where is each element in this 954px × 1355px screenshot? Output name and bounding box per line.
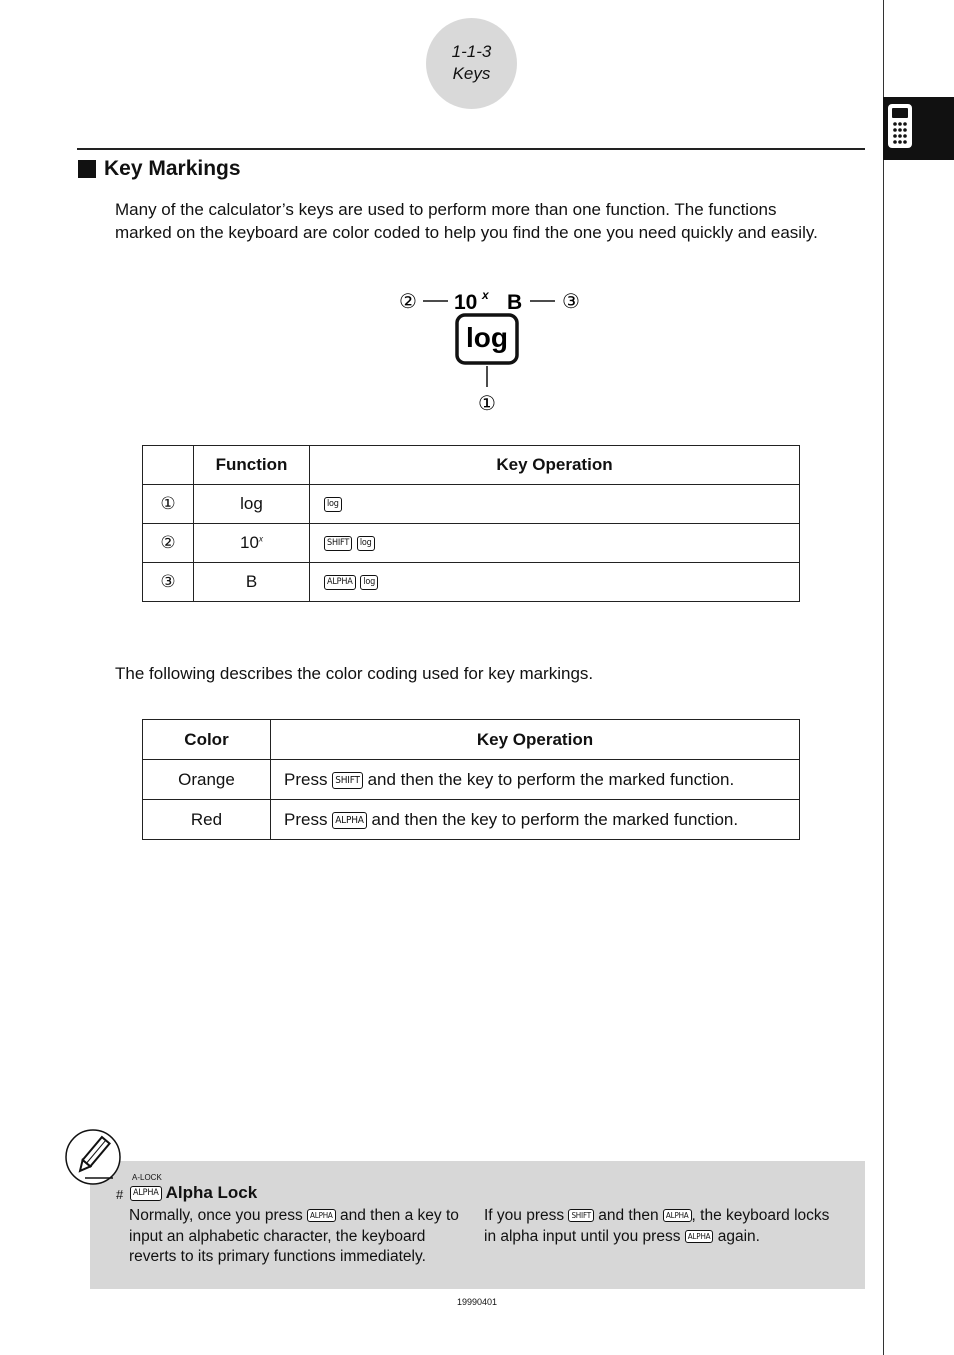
alpha-key-icon: ALPHA [130,1186,162,1201]
alpha-key-icon: ALPHA [307,1209,336,1222]
table-row [143,485,800,524]
callout-1: ① [478,391,496,415]
footer-code: 19990401 [456,1297,498,1307]
shift-function-sup: x [482,288,489,302]
key-operation: Press SHIFT and then the key to perform the marked function. [271,760,800,800]
shift-function-label: 10 [454,291,478,314]
color-coding-table [142,719,800,840]
key-operation [310,485,800,524]
right-margin-rule [883,0,884,1355]
table-header: Key Operation [271,720,800,760]
function-name: log [194,485,310,524]
shift-key-icon: SHIFT [324,536,352,551]
alpha-key-icon: ALPHA [663,1209,692,1222]
header-rule [77,148,865,150]
calculator-icon [887,103,913,149]
key-operation [310,563,800,602]
callout-2: ② [399,289,417,313]
row-number: ② [143,524,194,563]
note-title: Alpha Lock [165,1183,258,1202]
table-header-row [143,446,800,485]
log-key-icon: log [360,575,378,590]
table-header: Key Operation [310,446,800,485]
page-number: 1-1-3 [451,42,492,61]
row-number: ① [143,485,194,524]
shift-key-icon: SHIFT [332,772,363,789]
table-row [143,760,800,800]
table-row [143,524,800,563]
key-marking-diagram [390,280,590,420]
section-title: Key Markings [104,157,241,180]
note-column-2: If you press SHIFT and then ALPHA , the keyboard locks in alpha input until you press ALPHA again. [484,1207,830,1245]
table-header: Color [143,720,271,760]
function-table [142,445,800,602]
square-bullet-icon [78,160,96,178]
log-key-icon: log [357,536,375,551]
note-hash: # [116,1187,124,1202]
table-row [143,563,800,602]
function-name: B [194,563,310,602]
table-header: Function [194,446,310,485]
shift-key-icon: SHIFT [568,1209,594,1222]
function-name: 10$^x$ [194,524,310,563]
pencil-note-icon [63,1128,123,1188]
chapter-name: Keys [452,64,491,83]
table-header-row [143,720,800,760]
alpha-function-label: B [507,291,523,314]
key-operation [310,524,800,563]
section-heading [78,157,241,181]
row-number: ③ [143,563,194,602]
key-main-label: log [466,322,508,353]
note-heading [130,1183,257,1203]
note-column-1: Normally, once you press ALPHA and then a key to input an alphabetic character, the keyboard reverts to its primary functions immediately. [129,1207,459,1265]
intro-paragraph: Many of the calculator’s keys are used to perform more than one function. The functions marked on the keyboard are color coded to help you find the one you need quickly and easily. [115,200,818,242]
alpha-key-icon: ALPHA [685,1230,714,1243]
callout-3: ③ [562,289,580,313]
page-number-badge [426,18,517,109]
log-key-icon: log [324,497,342,512]
table-header [143,446,194,485]
color-coding-intro: The following describes the color coding used for key markings. [115,664,594,683]
key-operation: Press ALPHA and then the key to perform the marked function. [271,800,800,840]
chapter-side-tab [883,97,954,160]
color-name: Red [143,800,271,840]
alpha-key-icon: ALPHA [332,812,367,829]
alpha-lock-label: A-LOCK [132,1173,162,1182]
color-name: Orange [143,760,271,800]
alpha-key-icon: ALPHA [324,575,356,590]
table-row [143,800,800,840]
